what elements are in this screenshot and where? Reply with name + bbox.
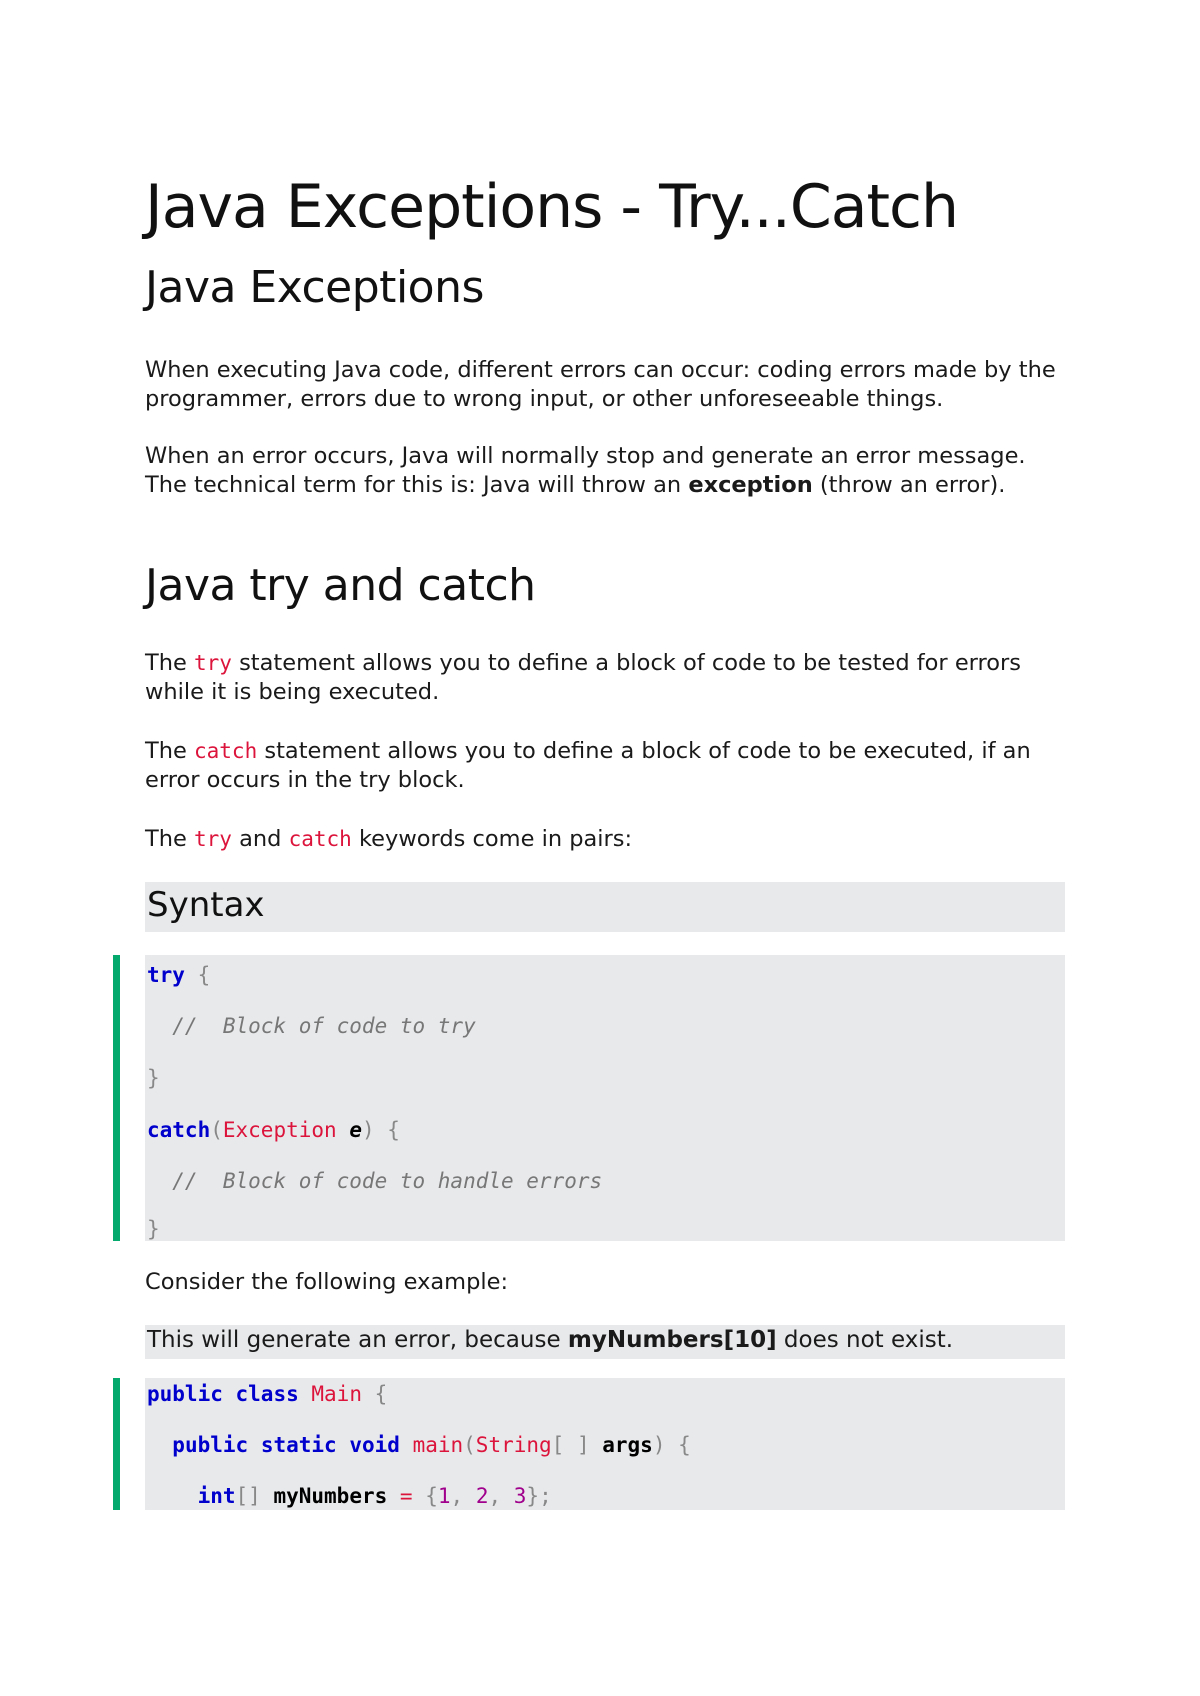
code-indent — [147, 1433, 172, 1457]
code-comma: , — [488, 1484, 514, 1508]
code-comment: // Block of code to handle errors — [147, 1169, 603, 1193]
text-segment: statement allows you to define a block of code to be tested for errors while it is being executed. — [145, 650, 1022, 705]
code-brace: } — [147, 1066, 160, 1090]
code-line — [147, 1382, 387, 1406]
code-brace: }; — [526, 1484, 552, 1508]
inline-code-catch: catch — [194, 739, 258, 763]
code-number: 2 — [475, 1484, 489, 1508]
inline-code-try: try — [194, 827, 232, 851]
code-brace: { — [425, 1484, 438, 1508]
code-brackets: [] — [235, 1484, 261, 1508]
code-keyword: static — [260, 1433, 337, 1457]
code-paren: ) { — [361, 1118, 400, 1142]
paragraph-try-statement — [145, 649, 1065, 707]
text-segment: The — [145, 826, 194, 852]
bold-term-exception: exception — [688, 472, 813, 498]
code-keyword: void — [349, 1433, 400, 1457]
text-segment: keywords come in pairs: — [351, 826, 633, 852]
code-indent — [147, 1484, 198, 1508]
code-number: 3 — [513, 1484, 527, 1508]
code-brace: } — [147, 1217, 160, 1241]
code-keyword: try — [147, 963, 185, 987]
code-number: 1 — [437, 1484, 451, 1508]
code-argument: args — [602, 1433, 653, 1457]
code-comment-line — [147, 1169, 602, 1193]
code-comment-line — [147, 1014, 476, 1038]
example-code-block — [145, 1378, 1065, 1510]
code-class-name: Main — [311, 1382, 362, 1406]
paragraph-exception-definition — [145, 442, 1065, 500]
code-keyword: public — [147, 1382, 223, 1406]
paragraph-example-intro: Consider the following example: — [145, 1269, 509, 1295]
section-heading-try-catch: Java try and catch — [145, 560, 536, 611]
text-segment: and — [231, 826, 289, 852]
code-comment: // Block of code to try — [147, 1014, 476, 1038]
code-operator: = — [387, 1484, 426, 1508]
code-line — [147, 963, 210, 987]
code-brackets: [ ] — [551, 1433, 590, 1457]
syntax-code-block — [145, 955, 1065, 1241]
syntax-heading-bar — [145, 882, 1065, 932]
text-segment: does not exist. — [776, 1327, 954, 1353]
inline-code-try: try — [194, 651, 232, 675]
code-variable: myNumbers — [273, 1484, 388, 1508]
code-keyword: catch — [147, 1118, 211, 1142]
code-keyword: public — [172, 1433, 249, 1457]
code-line — [147, 1217, 160, 1241]
code-class-name: String — [475, 1433, 552, 1457]
code-line — [147, 1484, 552, 1508]
paragraph-catch-statement — [145, 737, 1065, 795]
text-segment: The — [145, 738, 194, 764]
code-accent-bar — [113, 955, 120, 1241]
paragraph-keywords-pairs — [145, 825, 1065, 854]
code-keyword: int — [197, 1484, 236, 1508]
code-line — [147, 1066, 160, 1090]
code-brace: { — [184, 963, 211, 987]
paragraph-errors-intro: When executing Java code, different errors can occur: coding errors made by the programmer, errors due to wrong input, or other unforeseeable things. — [145, 357, 1056, 412]
code-paren: ) { — [652, 1433, 691, 1457]
code-accent-bar — [113, 1378, 120, 1510]
section-heading-java-exceptions: Java Exceptions — [145, 262, 484, 313]
code-class-name: Exception — [222, 1118, 337, 1142]
code-variable: e — [349, 1118, 362, 1142]
example-note — [147, 1327, 953, 1353]
page-title: Java Exceptions - Try...Catch — [145, 172, 959, 242]
syntax-heading: Syntax — [147, 885, 265, 925]
code-paren: ( — [463, 1433, 476, 1457]
code-line — [147, 1433, 691, 1457]
text-segment: statement allows you to define a block of code to be executed, if an error occurs in the try block. — [145, 738, 1031, 793]
code-paren: ( — [210, 1118, 223, 1142]
text-segment: The — [145, 650, 194, 676]
code-line — [147, 1118, 400, 1142]
inline-code-catch: catch — [288, 827, 352, 851]
bold-term-mynumbers: myNumbers[10] — [567, 1327, 777, 1353]
text-segment: When an error occurs, Java will normally stop and generate an error message. The technical term for this is: Java will throw an — [145, 443, 1026, 498]
code-function-name: main — [412, 1433, 464, 1457]
code-comma: , — [450, 1484, 476, 1508]
code-keyword: class — [235, 1382, 299, 1406]
text-segment: (throw an error). — [812, 472, 1006, 498]
example-note-bar — [145, 1325, 1065, 1359]
code-brace: { — [361, 1382, 388, 1406]
text-segment: This will generate an error, because — [147, 1327, 568, 1353]
